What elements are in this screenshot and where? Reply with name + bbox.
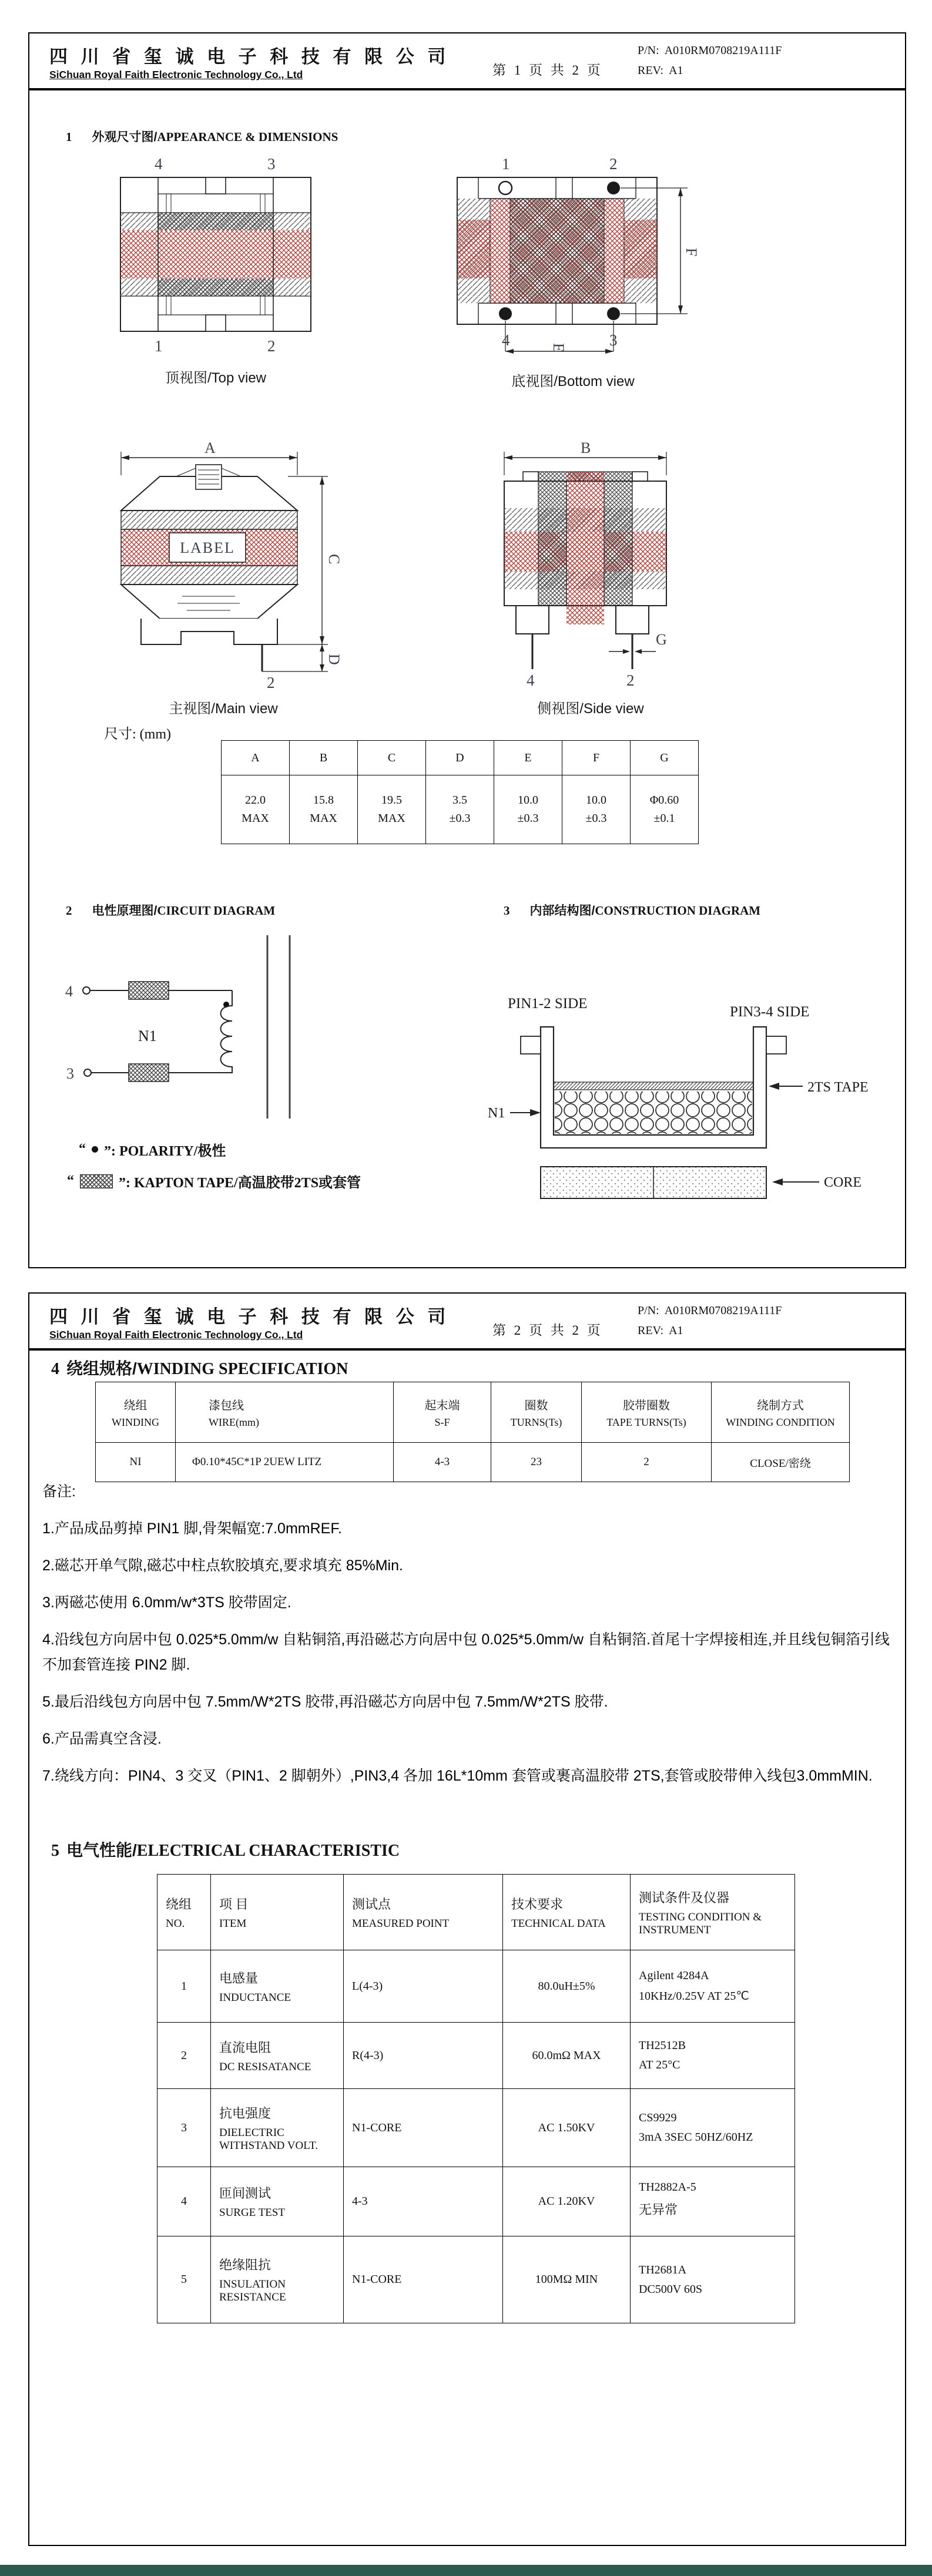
notes-title: 备注: (42, 1483, 76, 1500)
company-name-cn: 四 川 省 玺 诚 电 子 科 技 有 限 公 司 (49, 1307, 450, 1327)
side-view-caption: 侧视图/Side view (537, 701, 644, 717)
part-number-row (638, 1301, 782, 1321)
header-cell: 漆包线 WIRE(mm) (176, 1382, 394, 1443)
dim-D: D (326, 654, 343, 665)
header-cell: 绕组 WINDING (96, 1382, 176, 1443)
label-text: LABEL (180, 539, 235, 556)
cell: 10.0 ±0.3 (494, 775, 562, 844)
pin-label: 4 (155, 155, 163, 173)
cell: 3.5 ±0.3 (426, 775, 494, 844)
header-cell: 技术要求 TECHNICAL DATA (503, 1875, 631, 1950)
cell: 1 (157, 1950, 211, 2023)
header-cell: 胶带圈数 TAPE TURNS(Ts) (582, 1382, 712, 1443)
header-cell: B (290, 741, 358, 775)
note-item: 3.两磁芯使用 6.0mm/w*3TS 胶带固定. (42, 1594, 291, 1611)
dimensions-unit-label: 尺寸: (mm) (104, 727, 171, 742)
pin-label: 2 (609, 155, 618, 173)
winding-table-header (96, 1382, 850, 1443)
cell: 5 (157, 2236, 211, 2323)
cell: Φ0.10*45C*1P 2UEW LITZ (176, 1443, 394, 1482)
cell: L(4-3) (344, 1950, 503, 2023)
pin2-pad (607, 182, 620, 194)
pin-label: 4 (65, 983, 73, 1000)
legend-tape (67, 1171, 361, 1191)
cell: AC 1.50KV (503, 2089, 631, 2167)
dim-B: B (581, 439, 591, 456)
section5-title-en: ELECTRICAL CHARACTERISTIC (136, 1842, 400, 1860)
kapton-tape-symbol (129, 982, 169, 999)
section1-title (66, 127, 338, 145)
bottom-view (441, 154, 705, 390)
main-view-drawing (94, 439, 353, 693)
dimension-table-header (222, 741, 699, 775)
section2-number: 2 (66, 904, 72, 918)
winding-label: N1 (138, 1027, 157, 1044)
winding-coil (169, 990, 232, 1073)
section2-title (66, 901, 275, 919)
section3-title-cn: 内部结构图/ (529, 904, 595, 918)
dim-A: A (204, 439, 216, 456)
cell: TH2681A DC500V 60S (631, 2236, 795, 2323)
pin-label: 1 (502, 155, 510, 173)
pin-label: 3 (66, 1065, 74, 1082)
page-1 (28, 32, 906, 1268)
header-cell: 圈数 TURNS(Ts) (491, 1382, 582, 1443)
cell: N1-CORE (344, 2089, 503, 2167)
cell: 3 (157, 2089, 211, 2167)
dim-F: F (683, 248, 700, 257)
pin-label: 2 (626, 671, 635, 689)
header-cell: 绕组 NO. (157, 1875, 211, 1950)
company-name-cn: 四 川 省 玺 诚 电 子 科 技 有 限 公 司 (49, 46, 450, 67)
cell: NI (96, 1443, 176, 1482)
core-label: CORE (824, 1175, 862, 1190)
section3-title (504, 901, 760, 919)
tape-label: 2TS TAPE (807, 1080, 869, 1095)
section5-title (51, 1838, 400, 1861)
winding-table-row (96, 1443, 850, 1482)
construction-diagram (471, 962, 889, 1203)
legend-polarity-text: ”: POLARITY/极性 (104, 1144, 226, 1159)
elec-table-row (157, 2089, 795, 2167)
elec-table-row (157, 2236, 795, 2323)
cell: 绝缘阻抗 INSULATION RESISTANCE (211, 2236, 344, 2323)
elec-table-row (157, 2167, 795, 2236)
section3-title-en: CONSTRUCTION DIAGRAM (595, 904, 761, 918)
pin1-pad (499, 182, 512, 194)
dimension-table-values (222, 775, 699, 844)
side-view-drawing (464, 439, 717, 693)
main-view-caption: 主视图/Main view (169, 701, 278, 717)
section1-number: 1 (66, 130, 72, 144)
company-name-en: SiChuan Royal Faith Electronic Technology Co., Ltd (49, 69, 303, 80)
cell: CS9929 3mA 3SEC 50HZ/60HZ (631, 2089, 795, 2167)
top-view-caption: 顶视图/Top view (165, 370, 267, 386)
part-number-row (638, 41, 782, 61)
pin4-pad (499, 307, 512, 320)
header-cell: D (426, 741, 494, 775)
core-lines (267, 935, 290, 1119)
pin12-side-label: PIN1-2 SIDE (508, 996, 588, 1012)
cell: TH2512B AT 25°C (631, 2023, 795, 2089)
cell: CLOSE/密绕 (712, 1443, 850, 1482)
cell: 80.0uH±5% (503, 1950, 631, 2023)
section5-title-cn: 电气性能/ (66, 1841, 137, 1859)
pin-label: 3 (267, 155, 276, 173)
note-item: 6.产品需真空含浸. (42, 1731, 162, 1747)
header-divider (29, 88, 905, 90)
rev-row (638, 1321, 782, 1341)
bottom-view-caption: 底视图/Bottom view (511, 374, 635, 389)
dim-E: E (550, 343, 567, 352)
circuit-diagram (57, 925, 339, 1124)
rev-value: A1 (669, 1324, 683, 1337)
section4-title-cn: 绕组规格/ (66, 1359, 137, 1378)
dimension-table (221, 740, 699, 844)
cell: 4 (157, 2167, 211, 2236)
pn-value: A010RM0708219A111F (664, 1304, 782, 1317)
electrical-characteristics-table (157, 1874, 795, 2323)
cell: 2 (157, 2023, 211, 2089)
note-item: 2.磁芯开单气隙,磁芯中柱点软胶填充,要求填充 85%Min. (42, 1557, 403, 1574)
cell: 100MΩ MIN (503, 2236, 631, 2323)
top-view (98, 154, 333, 387)
elec-table-row (157, 2023, 795, 2089)
rev-value: A1 (669, 64, 683, 77)
tape-layer (554, 1082, 753, 1090)
pin-label: 3 (609, 331, 618, 349)
rev-label: REV: (638, 1324, 664, 1337)
header-cell: 测试点 MEASURED POINT (344, 1875, 503, 1950)
pin34-side-label: PIN3-4 SIDE (730, 1004, 810, 1020)
section4-title (51, 1356, 348, 1379)
section1-title-en: APPEARANCE & DIMENSIONS (157, 130, 338, 144)
cell: Agilent 4284A 10KHz/0.25V AT 25℃ (631, 1950, 795, 2023)
section3-number: 3 (504, 904, 510, 918)
polarity-dot-icon (92, 1146, 98, 1153)
note-item: 7.绕线方向：PIN4、3 交叉（PIN1、2 脚朝外）,PIN3,4 各加 16L*10mm 套管或裹高温胶带 2TS,套管或胶带伸入线包3.0mmMIN. (42, 1768, 873, 1784)
dim-C: C (326, 554, 343, 565)
main-view (94, 439, 353, 717)
elec-table-header (157, 1875, 795, 1950)
winding-label: N1 (488, 1106, 505, 1121)
section1-title-cn: 外观尺寸图/ (92, 130, 157, 144)
cell: 10.0 ±0.3 (562, 775, 631, 844)
pin-label: 2 (267, 674, 275, 691)
header-cell: A (222, 741, 290, 775)
header-cell: 绕制方式 WINDING CONDITION (712, 1382, 850, 1443)
section2-title-en: CIRCUIT DIAGRAM (157, 904, 276, 918)
note-item: 5.最后沿线包方向居中包 7.5mm/W*2TS 胶带,再沿磁芯方向居中包 7.5mm/W*2TS 胶带. (42, 1694, 608, 1710)
header-cell: 项 目 ITEM (211, 1875, 344, 1950)
pin-label: 2 (267, 337, 276, 354)
cell: AC 1.20KV (503, 2167, 631, 2236)
section5-number: 5 (51, 1842, 59, 1860)
pin3-pad (607, 307, 620, 320)
cell: 19.5 MAX (358, 775, 426, 844)
cell: 22.0 MAX (222, 775, 290, 844)
rev-row (638, 61, 782, 80)
cell: TH2882A-5 无异常 (631, 2167, 795, 2236)
header-cell: E (494, 741, 562, 775)
section4-title-en: WINDING SPECIFICATION (136, 1360, 348, 1378)
section4-number: 4 (51, 1360, 59, 1378)
header-cell: 起末端 S-F (394, 1382, 491, 1443)
header-cell: G (631, 741, 699, 775)
cell: 电感量 INDUCTANCE (211, 1950, 344, 2023)
cell: N1-CORE (344, 2236, 503, 2323)
side-view (464, 439, 717, 717)
note-item: 4.沿线包方向居中包 0.025*5.0mm/w 自粘铜箔,再沿磁芯方向居中包 0.025*5.0mm/w 自粘铜箔.首尾十字焊接相连,并且线包铜箔引线不加套管连接 PIN2 脚. (42, 1631, 890, 1673)
cell: 匝间测试 SURGE TEST (211, 2167, 344, 2236)
cell: 2 (582, 1443, 712, 1482)
kapton-tape-symbol (129, 1064, 169, 1082)
quote-open: “ (79, 1141, 86, 1157)
note-item: 1.产品成品剪掉 PIN1 脚,骨架幅宽:7.0mmREF. (42, 1520, 342, 1537)
cell: 抗电强度 DIELECTRIC WITHSTAND VOLT. (211, 2089, 344, 2167)
pin-label: 1 (155, 337, 163, 354)
cell: 15.8 MAX (290, 775, 358, 844)
cell: 直流电阻 DC RESISATANCE (211, 2023, 344, 2089)
page-number: 第 2 页 共 2 页 (492, 1323, 603, 1338)
legend-polarity (79, 1139, 226, 1160)
pin-label: 4 (502, 331, 510, 349)
page-number: 第 1 页 共 2 页 (492, 63, 603, 78)
pin-label: 4 (527, 671, 535, 689)
part-number-block (638, 1301, 782, 1341)
company-name-en: SiChuan Royal Faith Electronic Technology Co., Ltd (49, 1329, 303, 1341)
elec-table-row (157, 1950, 795, 2023)
notes-block (42, 1479, 901, 1801)
winding-spec-table (95, 1382, 850, 1482)
top-view-drawing (98, 154, 333, 354)
dim-G: G (656, 631, 667, 648)
pn-label: P/N: (638, 44, 659, 57)
bottom-view-drawing (441, 154, 705, 365)
rev-label: REV: (638, 64, 664, 77)
cell: 4-3 (394, 1443, 491, 1482)
cell: R(4-3) (344, 2023, 503, 2089)
cell: 23 (491, 1443, 582, 1482)
section2-title-cn: 电性原理图/ (92, 904, 157, 918)
cell: 4-3 (344, 2167, 503, 2236)
header-cell: F (562, 741, 631, 775)
header-cell: C (358, 741, 426, 775)
bottom-bar (0, 2565, 932, 2576)
page-2 (28, 1292, 906, 2546)
header-cell: 测试条件及仪器 TESTING CONDITION & INSTRUMENT (631, 1875, 795, 1950)
kapton-tape-icon (80, 1174, 113, 1188)
pn-label: P/N: (638, 1304, 659, 1317)
cell: Φ0.60 ±0.1 (631, 775, 699, 844)
header-divider (29, 1348, 905, 1351)
quote-open: “ (67, 1173, 74, 1188)
cell: 60.0mΩ MAX (503, 2023, 631, 2089)
pn-value: A010RM0708219A111F (664, 44, 782, 57)
part-number-block (638, 41, 782, 80)
legend-tape-text: ”: KAPTON TAPE/高温胶带2TS或套管 (119, 1176, 361, 1191)
wire-turns (555, 1091, 752, 1134)
